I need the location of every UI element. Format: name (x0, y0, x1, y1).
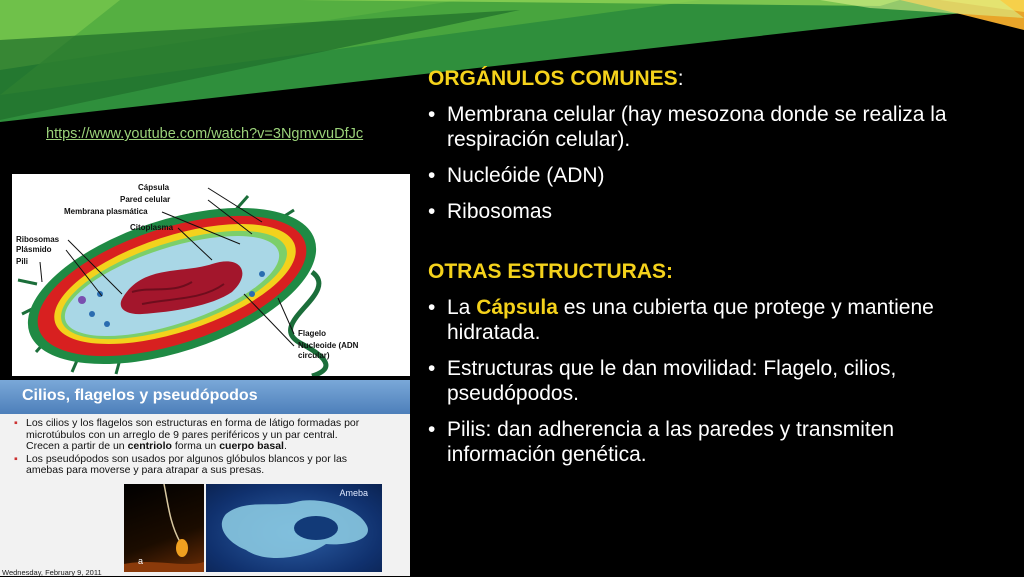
label-pili: Pili (16, 257, 29, 266)
label-pared: Pared celular (120, 195, 171, 204)
cilia-point-1: ▪ Los cilios y los flagelos son estructuras en forma de látigo formadas por microtúbulos con un arreglo de 9 pares periféricos y un par central. Crecen a partir de un centriolo forma un cuerpo basal. (14, 418, 374, 453)
label-capsula: Cápsula (138, 183, 170, 192)
cilia-title: Cilios, flagelos y pseudópodos (22, 387, 258, 404)
list-item: • Pilis: dan adherencia a las paredes y transmiten información genética. (428, 417, 1008, 467)
section2-heading: OTRAS ESTRUCTURAS: (428, 260, 673, 283)
section1-list (428, 102, 1008, 224)
main-content (428, 66, 1008, 478)
section1-heading: ORGÁNULOS COMUNES: (428, 67, 684, 90)
cilia-header (0, 380, 410, 414)
youtube-link[interactable]: https://www.youtube.com/watch?v=3NgmvvuDfJc (46, 126, 364, 142)
label-membrana: Membrana plasmática (64, 207, 148, 216)
label-citoplasma: Citoplasma (130, 223, 174, 232)
cilia-point-2: ▪ Los pseudópodos son usados por algunos glóbulos blancos y por las amebas para moverse y para atrapar a sus presas. (14, 454, 374, 477)
slide-date: Wednesday, February 9, 2011 (2, 568, 102, 577)
ameba-label: Ameba (339, 488, 368, 498)
section2-list (428, 295, 1008, 467)
list-item: • Nucleóide (ADN) (428, 163, 1008, 188)
label-flagelo: Flagelo (298, 329, 327, 338)
list-item: • Estructuras que le dan movilidad: Flagelo, cilios, pseudópodos. (428, 356, 1008, 406)
bacteria-diagram (12, 174, 410, 376)
label-plasmido: Plásmido (16, 245, 52, 254)
list-item: • Ribosomas (428, 199, 1008, 224)
list-item: • Membrana celular (hay mesozona donde se realiza la respiración celular). (428, 102, 1008, 152)
cilia-flagella-panel (0, 380, 410, 576)
cilia-text (14, 418, 374, 478)
label-nucleoide: Nucleoide (ADN (298, 341, 359, 350)
list-item: • La Cápsula es una cubierta que protege y mantiene hidratada. (428, 295, 1008, 345)
ameba-photo (206, 484, 382, 572)
label-ribosomas: Ribosomas (16, 235, 60, 244)
label-circular: circular) (298, 351, 330, 360)
sperm-flagellum-photo (124, 484, 204, 572)
photo-a-label: a (138, 556, 144, 566)
